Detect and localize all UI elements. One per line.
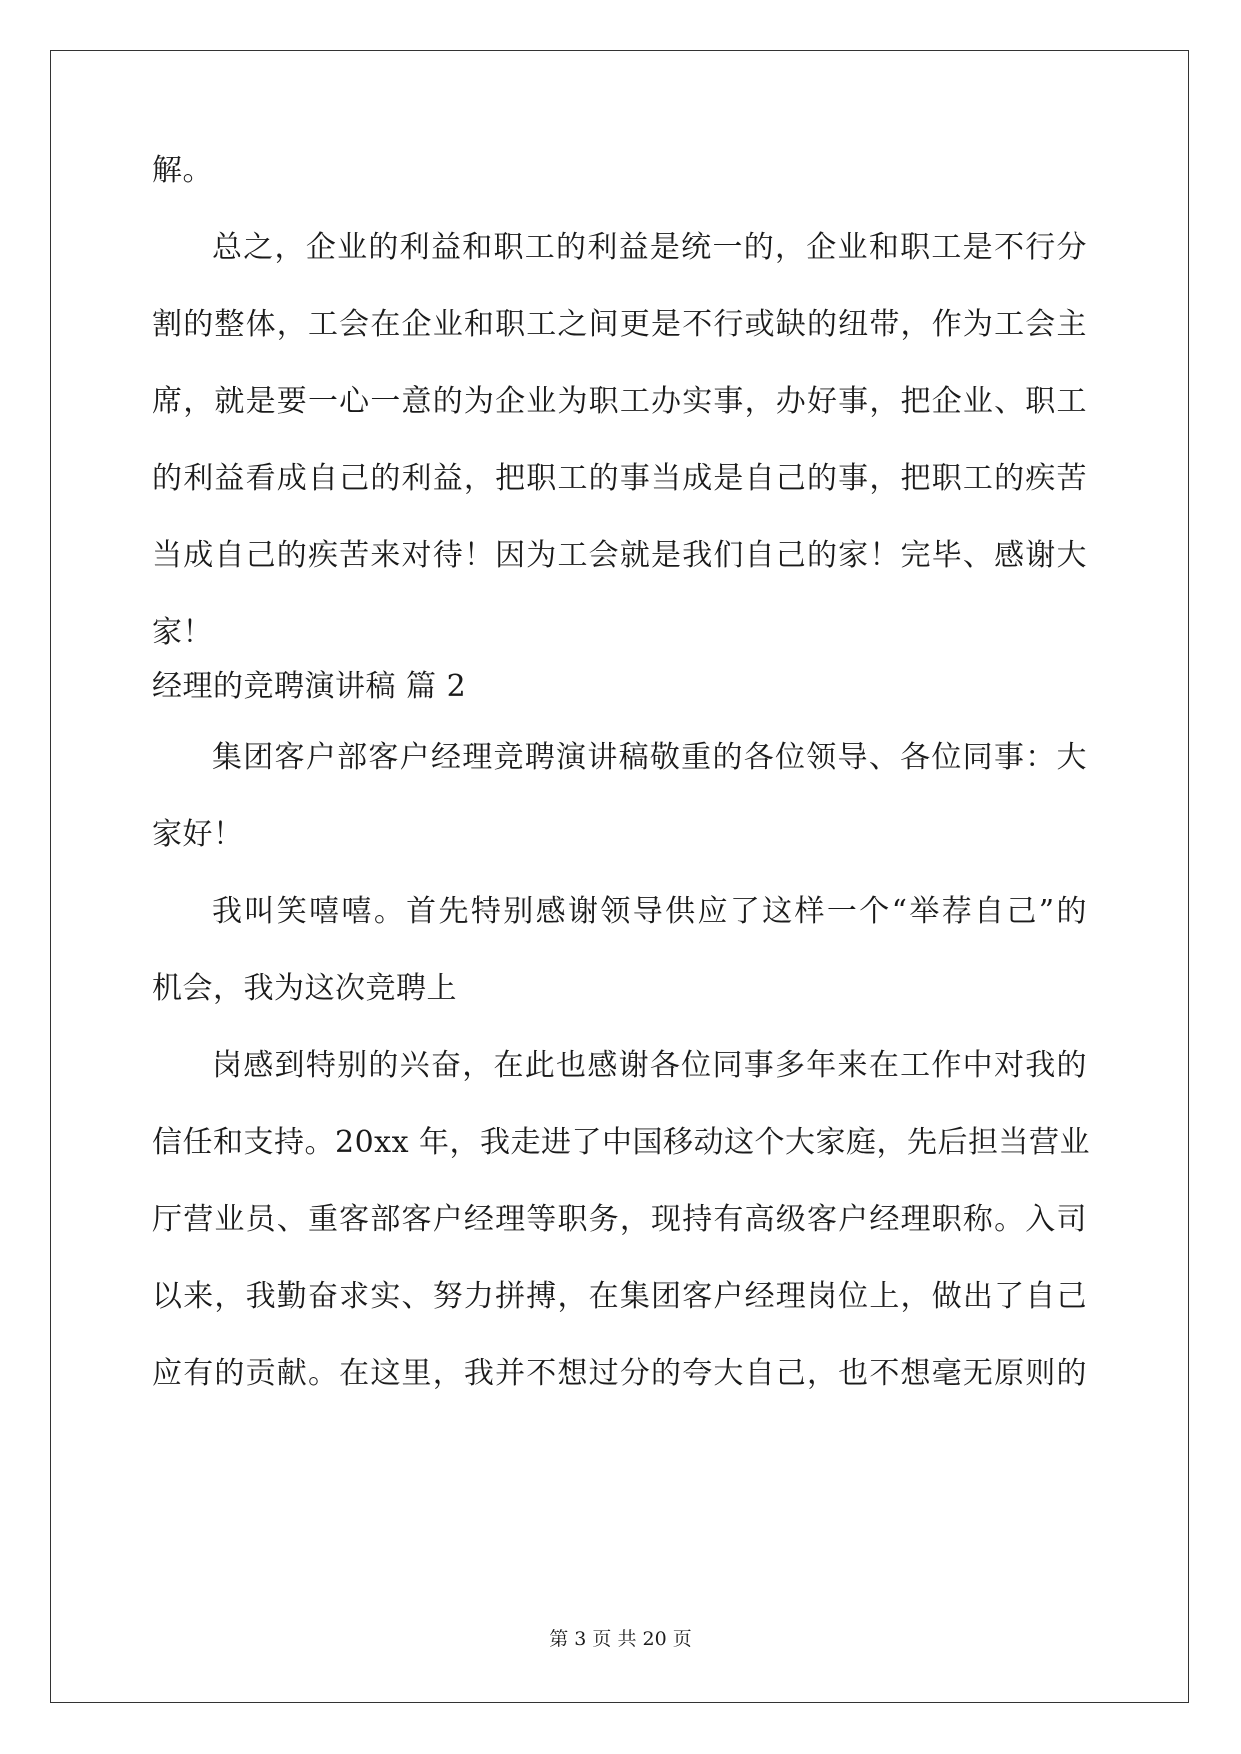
paragraph-line: 厅营业员、重客部客户经理等职务，现持有高级客户经理职称。入司 — [152, 1202, 1087, 1237]
paragraph-line: 信任和支持。20xx 年，我走进了中国移动这个大家庭，先后担当营业 — [152, 1125, 1091, 1160]
paragraph-line: 应有的贡献。在这里，我并不想过分的夸大自己，也不想毫无原则的 — [152, 1356, 1087, 1391]
page-frame — [50, 50, 1189, 1703]
paragraph-line: 我叫笑嘻嘻。首先特别感谢领导供应了这样一个“举荐自己”的 — [212, 894, 1087, 929]
paragraph-line: 席，就是要一心一意的为企业为职工办实事，办好事，把企业、职工 — [152, 384, 1087, 419]
paragraph-line: 的利益看成自己的利益，把职工的事当成是自己的事，把职工的疾苦 — [152, 461, 1087, 496]
paragraph-line: 岗感到特别的兴奋，在此也感谢各位同事多年来在工作中对我的 — [212, 1048, 1087, 1083]
paragraph-line: 以来，我勤奋求实、努力拼搏，在集团客户经理岗位上，做出了自己 — [152, 1279, 1087, 1314]
page-number-footer: 第 3 页 共 20 页 — [549, 1628, 692, 1650]
paragraph-line: 总之，企业的利益和职工的利益是统一的，企业和职工是不行分 — [212, 230, 1087, 265]
paragraph-line: 割的整体，工会在企业和职工之间更是不行或缺的纽带，作为工会主 — [152, 307, 1087, 342]
paragraph-line: 机会，我为这次竞聘上 — [152, 971, 457, 1006]
paragraph-line: 家好！ — [152, 817, 244, 852]
paragraph-line: 当成自己的疾苦来对待！因为工会就是我们自己的家！完毕、感谢大 — [152, 538, 1087, 573]
paragraph-line: 解。 — [152, 153, 213, 188]
paragraph-line: 家！ — [152, 615, 213, 650]
section-heading: 经理的竞聘演讲稿 篇 2 — [152, 669, 467, 704]
paragraph-line: 集团客户部客户经理竞聘演讲稿敬重的各位领导、各位同事：大 — [212, 740, 1087, 775]
